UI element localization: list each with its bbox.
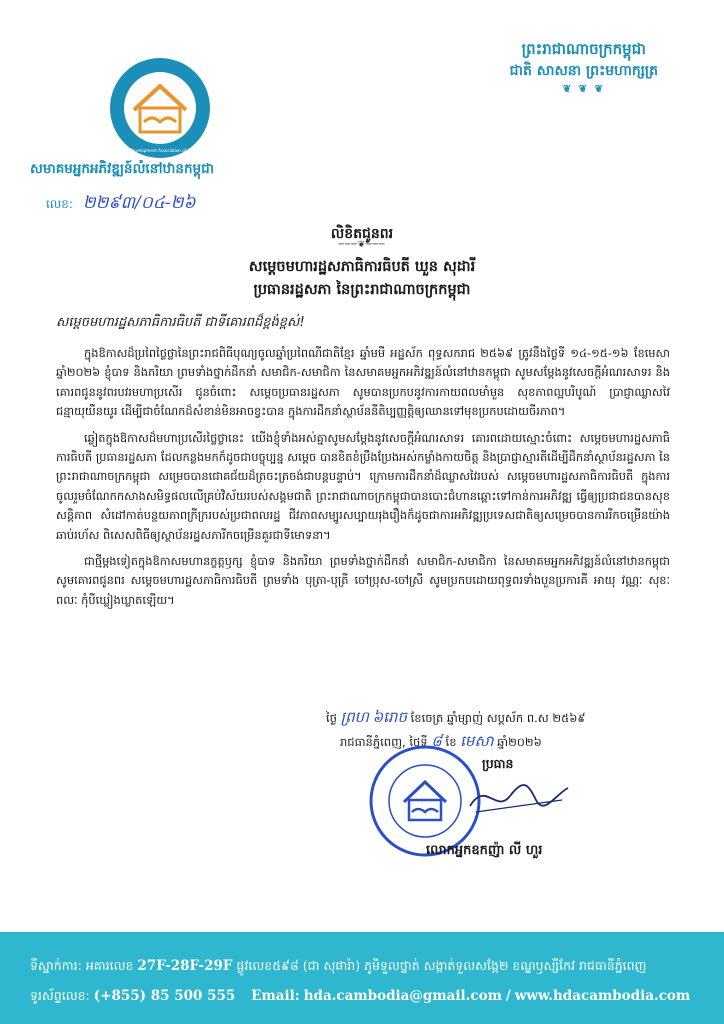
letter-body bbox=[56, 344, 670, 617]
national-motto: ជាតិ សាសនា ព្រះមហាក្សត្រ bbox=[509, 63, 658, 79]
handwritten-signature bbox=[466, 770, 572, 820]
phone-label: ទូរស័ព្ទលេខ: bbox=[30, 988, 90, 1003]
website-link[interactable]: www.hdacambodia.com bbox=[514, 988, 691, 1004]
solar-year: ឆ្នាំ២០២៦ bbox=[497, 735, 542, 749]
association-name: សមាគមអ្នកអភិវឌ្ឍន៍លំនៅឋានកម្ពុជា bbox=[30, 161, 214, 177]
lunar-day2: ៦រោច bbox=[372, 708, 407, 726]
salutation: សម្តេចមហារដ្ឋសភាធិការធិបតី ជាទីគោរពដ៏ខ្ពង់ខ្ពស់! bbox=[56, 315, 305, 330]
address-label: ទីស្នាក់ការ: bbox=[30, 958, 82, 973]
address-post: ផ្លូវលេខ៥៩៨ (ជា សុផារ៉ា) ភូមិទួលថ្នាត់ សង្កាត់ទួលសង្កែ២ ខណ្ឌឫស្សីកែវ រាជធានីភ្នំពេញ bbox=[236, 958, 647, 973]
kingdom-header bbox=[510, 38, 658, 95]
footer-address bbox=[30, 958, 646, 977]
phone-number[interactable]: (+855) 85 500 555 bbox=[93, 988, 236, 1004]
lunar-day: ព្រហ bbox=[340, 708, 369, 726]
email-label: Email: bbox=[251, 988, 300, 1004]
solar-prefix: រាជធានីភ្នំពេញ, ថ្ងៃទី bbox=[340, 735, 428, 749]
signer-role: ប្រធាន bbox=[482, 756, 514, 771]
paragraph-2: ឆ្លៀតក្នុងឱកាសដ៏មហាប្រសើរថ្លៃថ្លានេះ យើងខ្ញុំទាំងអស់គ្នាសូមសម្តែងនូវសេចក្តីអំណរសាទរ គោរពដោយស្មោះចំពោះ សម្តេចមហារដ្ឋសភាធិការធិបតី ប្រធានរដ្ឋសភា ដែលកន្លងមកក៏ដូចជាបច្ចុប្បន្ន សម្តេច បានខិតខំប្រឹងប្រែងអស់កម្លាំងកាយចិត្ត និងប្រាជ្ញាស្មារតីដើម្បីដឹកនាំស្ថាប័នរដ្ឋសភា នៃព្រះរាជាណាចក្រកម្ពុជា សម្រេចបានជោគជ័យដ៏ត្រចះត្រចង់ជាបន្តបន្ទាប់។ ក្រោមការដឹកនាំដ៏ឈ្លាសវៃរបស់ សម្តេចមហារដ្ឋសភាធិការធិបតី ក្នុងការចូលរួមចំណែកកសាងសមិទ្ធផលលើគ្រប់វិស័យរបស់សង្គមជាតិ ព្រះរាជាណាចក្រកម្ពុជាបានបោះជំហានឆ្ពោះទៅកាន់ការអភិវឌ្ឍ ធ្វើឲ្យប្រជាជនបានសុខសន្តិភាព សំដៅកាត់បន្ថយភាពក្រីក្ររបស់ប្រជាពលរដ្ឋ ជីវភាពសម្បូរសប្បាយរុងរឿងក៏ដូចជាការអភិវឌ្ឍប្រទេសជាតិឲ្យសម្រេចបានការរីកចម្រើនយ៉ាងឆាប់រហ័ស ពិសេសពិធីឲ្យស្ថាប័នរដ្ឋសភារីកចម្រើនគួរជាទីមោទនា។ bbox=[56, 430, 670, 542]
paragraph-3: ជាថ្មីម្តងទៀតក្នុងឱកាសមហានក្ខត្តឫក្ស ខ្ញុំបាទ និងភរិយា ព្រមទាំងថ្នាក់ដឹកនាំ សមាជិក-សមាជិកា នៃសមាគមអ្នកអភិវឌ្ឍន៍លំនៅឋានកម្ពុជា សូមគោរពជូនពរ សម្តេចមហារដ្ឋសភាធិការធិបតី ព្រមទាំង បុត្រា-បុត្រី ចៅប្រុស-ចៅស្រី សូមប្រកបដោយពុទ្ធពរទាំងបួនប្រការគឺ អាយុ វណ្ណៈ សុខៈ ពលៈ កុំបីឃ្លៀងឃ្លាតឡើយ។ bbox=[56, 554, 670, 607]
ornament-icon: ❦ ❦ ❦ bbox=[562, 84, 605, 95]
solar-day: ៨ bbox=[431, 732, 442, 750]
lunar-prefix: ថ្ងៃ bbox=[326, 711, 337, 725]
email-link[interactable]: hda.cambodia@gmail.com bbox=[303, 988, 502, 1004]
kingdom-title: ព្រះរាជាណាចក្រកម្ពុជា bbox=[521, 40, 646, 58]
recipient bbox=[0, 256, 724, 302]
footer-contact bbox=[30, 988, 690, 1007]
footer-bar bbox=[0, 932, 724, 1024]
reference-line bbox=[46, 192, 195, 217]
reference-label: លេខ: bbox=[46, 197, 73, 211]
logo-text: Housing Development Association of Cambodia bbox=[112, 148, 208, 153]
solar-mid: ខែ bbox=[445, 735, 457, 749]
document-type: លិខិតជូនពរ bbox=[330, 226, 394, 242]
address-building: 27F-28F-29F bbox=[137, 958, 233, 974]
official-stamp bbox=[368, 744, 482, 858]
recipient-title: ប្រធានរដ្ឋសភា នៃព្រះរាជាណាចក្រកម្ពុជា bbox=[253, 282, 471, 298]
lunar-suffix: ខែចេត្រ ឆ្នាំម្សាញ់ សប្តស័ក ព.ស ២៥៦៩ bbox=[410, 711, 586, 725]
recipient-name: សម្តេចមហារដ្ឋសភាធិការធិបតី ឃួន សុដារី bbox=[248, 259, 476, 275]
lunar-date bbox=[326, 708, 586, 730]
separator: / bbox=[505, 988, 511, 1004]
paragraph-1: ក្នុងឱកាសដ៏ប្រពៃថ្លៃថ្លានៃព្រះរាជពិធីបុណ្យចូលឆ្នាំប្រពៃណីជាតិខ្មែរ ឆ្នាំមមី អដ្ឋស័ក ពុទ្ធសករាជ ២៥៦៩ ត្រូវនឹងថ្ងៃទី ១៤-១៥-១៦ ខែមេសា ឆ្នាំ២០២៦ ខ្ញុំបាទ និងភរិយា ព្រមទាំងថ្នាក់ដឹកនាំ សមាជិក-សមាជិកា នៃសមាគមអ្នកអភិវឌ្ឍន៍លំនៅឋានកម្ពុជា សូមសម្តែងនូវសេចក្តីអំណរសាទរ និងគោរពជូននូវពរបវរមហាប្រសើរ ជូនចំពោះ សម្តេចប្រធានរដ្ឋសភា សូមបានប្រកបនូវការកាយពលមាំមួន សុខភាពល្អបរិបូណ៍ ប្រាជ្ញាឈ្លាសវៃ ជន្មាយុយឺនយូរ ដើម្បីជាចំណែកដ៏សំខាន់មិនអាចខ្វះបាន ក្នុងការដឹកនាំស្ថាប័ននីតិប្បញ្ញត្តិឲ្យឈានទៅមុខប្រកបដោយចីរភាព។ bbox=[56, 346, 670, 419]
reference-number: ២២៩៣/០៤-២៦ bbox=[82, 193, 196, 213]
address-pre: អគារលេខ bbox=[85, 958, 134, 973]
solar-month: មេសា bbox=[460, 732, 494, 750]
divider-ornament-icon: ───❦─── bbox=[338, 240, 386, 250]
association-logo bbox=[108, 56, 212, 160]
signer-name: លោកអ្នកឧកញ៉ា លី ហួរ bbox=[426, 843, 543, 858]
